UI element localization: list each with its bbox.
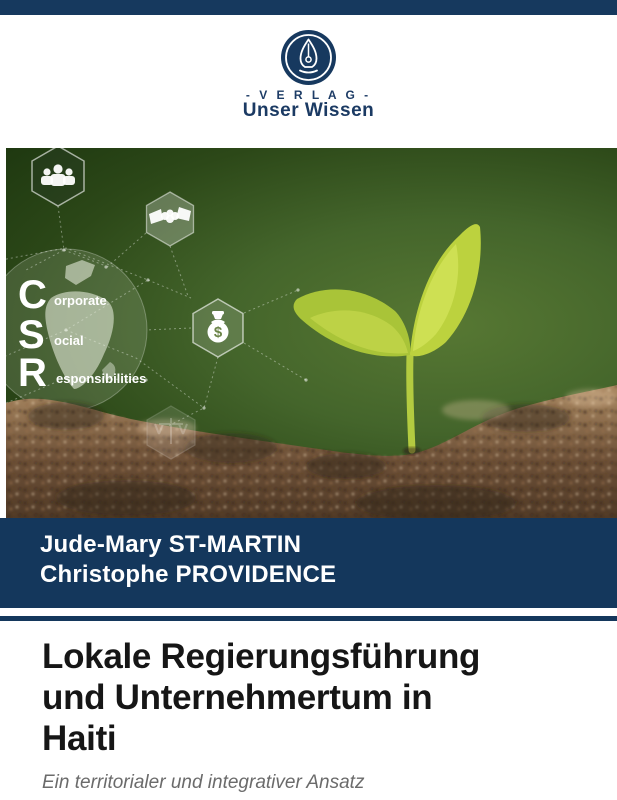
author-2: Christophe PROVIDENCE	[40, 561, 337, 588]
book-title	[42, 636, 602, 759]
title-line-3: Haiti	[42, 719, 117, 758]
separator-white	[0, 608, 617, 616]
csr-word-responsibilities: esponsibilities	[56, 371, 147, 386]
handshake-icon	[147, 192, 194, 246]
verlag-label: - V E R L A G -	[245, 88, 372, 102]
cover-photo	[6, 148, 617, 518]
top-navy-bar	[0, 0, 617, 15]
csr-letter-r: R	[18, 351, 47, 395]
publisher-name: Unser Wissen	[242, 100, 375, 121]
book-subtitle: Ein territorialer und integrativer Ansatz	[42, 772, 365, 793]
seedling-plant	[294, 224, 481, 455]
pen-nib-icon	[280, 29, 337, 86]
publisher-logo	[280, 29, 337, 86]
authors-band	[0, 518, 617, 608]
author-1: Jude-Mary ST-MARTIN	[40, 531, 302, 558]
separator-navy-line	[0, 616, 617, 621]
photo-graphics	[6, 148, 617, 518]
money-bag-icon	[193, 299, 243, 357]
csr-letter-s: S	[18, 313, 45, 357]
people-group-icon	[32, 148, 84, 206]
csr-word-social: ocial	[54, 333, 84, 348]
csr-word-corporate: orporate	[54, 293, 107, 308]
title-line-2: und Unternehmertum in	[42, 678, 433, 717]
dollar-sign: $	[213, 324, 223, 341]
publisher-header	[0, 15, 617, 148]
title-line-1: Lokale Regierungsführung	[42, 637, 481, 676]
csr-letter-c: C	[18, 273, 47, 317]
